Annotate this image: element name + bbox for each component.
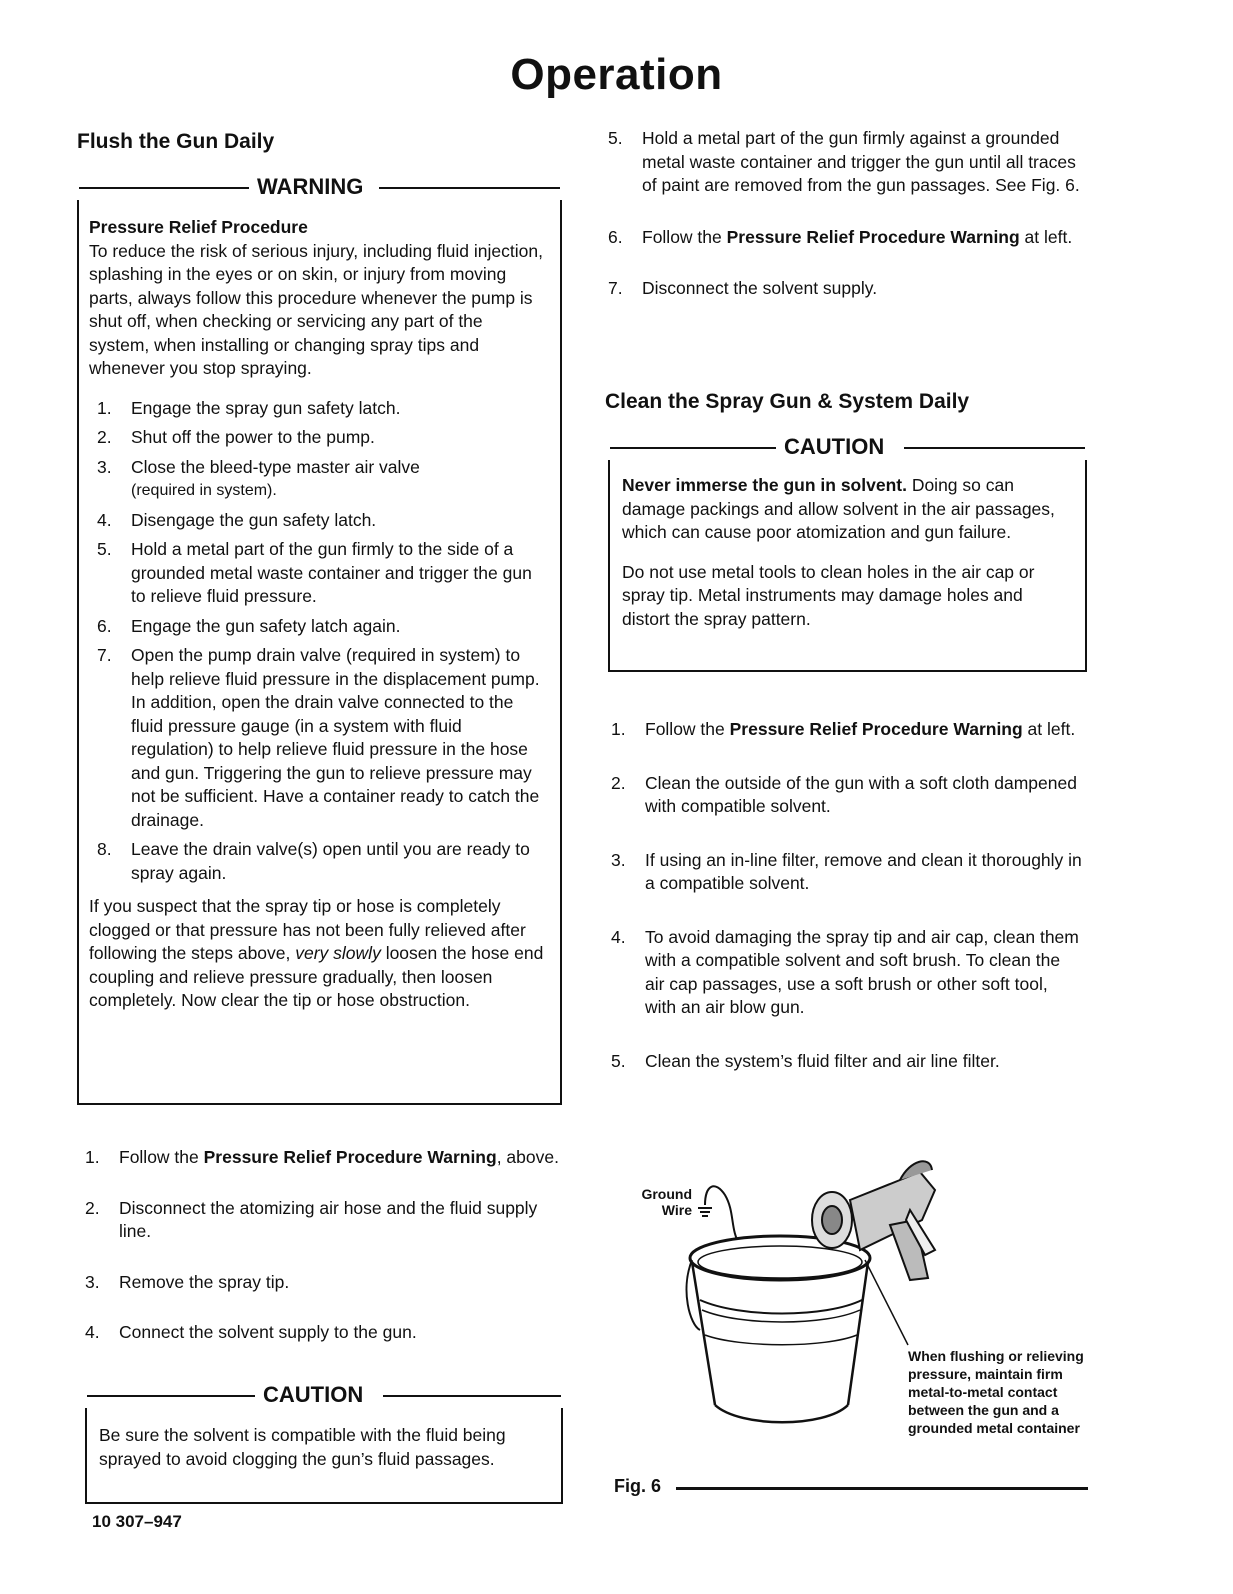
caution-label: CAUTION <box>257 1382 369 1408</box>
step-text: Follow the Pressure Relief Procedure Warning at left. <box>642 226 1073 247</box>
list-item <box>603 926 1083 1020</box>
step-text: Disengage the gun safety latch. <box>131 509 377 530</box>
wire-label: Wire <box>661 1202 692 1218</box>
step-number: 1. <box>85 1147 100 1167</box>
step-number: 5. <box>611 1050 626 1071</box>
step-number: 7. <box>97 645 112 665</box>
list-item <box>603 849 1083 896</box>
step-text: Disconnect the atomizing air hose and the fluid supply line. <box>119 1197 538 1241</box>
step-text: Connect the solvent supply to the gun. <box>119 1322 417 1342</box>
step-number: 1. <box>97 397 112 418</box>
list-item <box>600 277 1080 301</box>
caution-text: Be sure the solvent is compatible with the fluid being sprayed to avoid clogging the gun’s fluid passages. <box>99 1425 506 1469</box>
caution-metal-tools-text: Do not use metal tools to clean holes in the air cap or spray tip. Metal instruments may damage holes and distort the spray pattern. <box>622 561 1035 629</box>
step-number: 3. <box>611 849 626 870</box>
step-number: 7. <box>608 278 623 298</box>
step-text: Follow the Pressure Relief Procedure Warning, above. <box>119 1147 559 1167</box>
step-text: Engage the gun safety latch again. <box>131 615 401 636</box>
step-number: 6. <box>97 615 112 636</box>
clean-steps <box>603 718 1083 1073</box>
right-steps <box>600 127 1080 301</box>
warning-subtitle: Pressure Relief Procedure <box>89 217 308 237</box>
list-item <box>77 1146 562 1170</box>
warning-label: WARNING <box>251 174 369 200</box>
step-text: Shut off the power to the pump. <box>131 427 375 447</box>
step-text: Follow the Pressure Relief Procedure Warning at left. <box>645 719 1076 739</box>
figure-caption: When flushing or relieving pressure, maintain firm metal-to-metal contact between the gun and a grounded metal container <box>908 1348 1084 1436</box>
step-number: 4. <box>85 1322 100 1342</box>
step-text: Hold a metal part of the gun firmly to the side of a grounded metal waste container and trigger the gun to relieve fluid pressure. <box>131 539 532 606</box>
warning-box <box>77 174 562 1105</box>
step-text: Close the bleed-type master air valve <box>131 456 420 477</box>
step-text: Open the pump drain valve (required in system) to help relieve fluid pressure in the displacement pump. In addition, open the drain valve connected to the fluid pressure gauge (in a system with fluid regulation) to help relieve fluid pressure in the hose and gun. Triggering the gun to relieve pressure may not be sufficient. Have a container ready to catch the drainage. <box>131 645 540 830</box>
list-item <box>603 718 1083 742</box>
caution-label-2: CAUTION <box>778 434 890 460</box>
list-item <box>77 1271 562 1295</box>
list-item <box>603 772 1083 819</box>
list-item <box>89 426 546 450</box>
figure-rule <box>676 1487 1088 1490</box>
step-text: Remove the spray tip. <box>119 1271 290 1292</box>
caution-immerse-text: Never immerse the gun in solvent. Doing so can damage packings and allow solvent in the air passages, which can cause poor atomization and gun failure. <box>622 475 1055 542</box>
step-text: Engage the spray gun safety latch. <box>131 397 401 418</box>
list-item <box>600 127 1080 198</box>
step-number: 5. <box>608 128 623 148</box>
list-item <box>603 1050 1083 1074</box>
page-footer: 10 307–947 <box>92 1512 182 1531</box>
step-number: 4. <box>97 509 112 530</box>
figure-label: Fig. 6 <box>614 1476 662 1496</box>
flush-steps <box>77 1146 562 1345</box>
step-number: 1. <box>611 719 626 739</box>
step-text: If using an in-line filter, remove and clean it thoroughly in a compatible solvent. <box>645 849 1082 893</box>
section-heading-flush: Flush the Gun Daily <box>77 130 275 153</box>
section-heading-clean: Clean the Spray Gun & System Daily <box>605 390 970 413</box>
step-number: 2. <box>611 772 626 793</box>
caution-box-immerse <box>608 434 1087 672</box>
figure-6 <box>610 1150 1100 1510</box>
list-item <box>89 838 546 885</box>
list-item <box>89 615 546 639</box>
ground-label: Ground <box>641 1186 692 1202</box>
step-number: 6. <box>608 226 623 247</box>
step-text: Disconnect the solvent supply. <box>642 278 878 298</box>
list-item <box>89 644 546 832</box>
step-number: 5. <box>97 539 112 559</box>
page-title: Operation <box>510 50 723 99</box>
list-item <box>77 1321 562 1345</box>
step-text: Hold a metal part of the gun firmly against a grounded metal waste container and trigger the gun until all traces of paint are removed from the gun passages. See Fig. 6. <box>642 128 1080 195</box>
list-item <box>77 1197 562 1244</box>
step-number: 3. <box>97 456 112 477</box>
step-number: 2. <box>97 427 112 447</box>
list-item <box>89 509 546 533</box>
list-item <box>89 456 546 503</box>
step-text: Clean the system’s fluid filter and air line filter. <box>645 1050 1000 1071</box>
step-number: 8. <box>97 839 112 859</box>
step-text: Leave the drain valve(s) open until you are ready to spray again. <box>131 839 530 883</box>
step-number: 3. <box>85 1271 100 1292</box>
step-text: To avoid damaging the spray tip and air cap, clean them with a compatible solvent and soft brush. To clean the air cap passages, use a soft brush or other soft tool, with an air blow gun. <box>645 926 1079 1017</box>
step-number: 2. <box>85 1197 100 1218</box>
step-subtext: (required in system). <box>131 482 277 499</box>
warning-intro: To reduce the risk of serious injury, including fluid injection, splashing in the eyes or on skin, or injury from moving parts, always follow this procedure whenever the pump is shut off, when checking or servicing any part of the system, when installing or changing spray tips and whenever you stop spraying. <box>89 240 543 378</box>
warning-outro: If you suspect that the spray tip or hose is completely clogged or that pressure has not been fully relieved after following the steps above, very slowly loosen the hose end coupling and relieve pressure gradually, then loosen completely. Now clear the tip or hose obstruction. <box>89 896 544 1010</box>
list-item <box>89 397 546 421</box>
caution-box-solvent <box>85 1382 563 1504</box>
step-number: 4. <box>611 926 626 947</box>
step-text: Clean the outside of the gun with a soft cloth dampened with compatible solvent. <box>645 772 1077 816</box>
warning-steps <box>89 397 546 886</box>
list-item <box>600 226 1080 250</box>
list-item <box>89 538 546 609</box>
